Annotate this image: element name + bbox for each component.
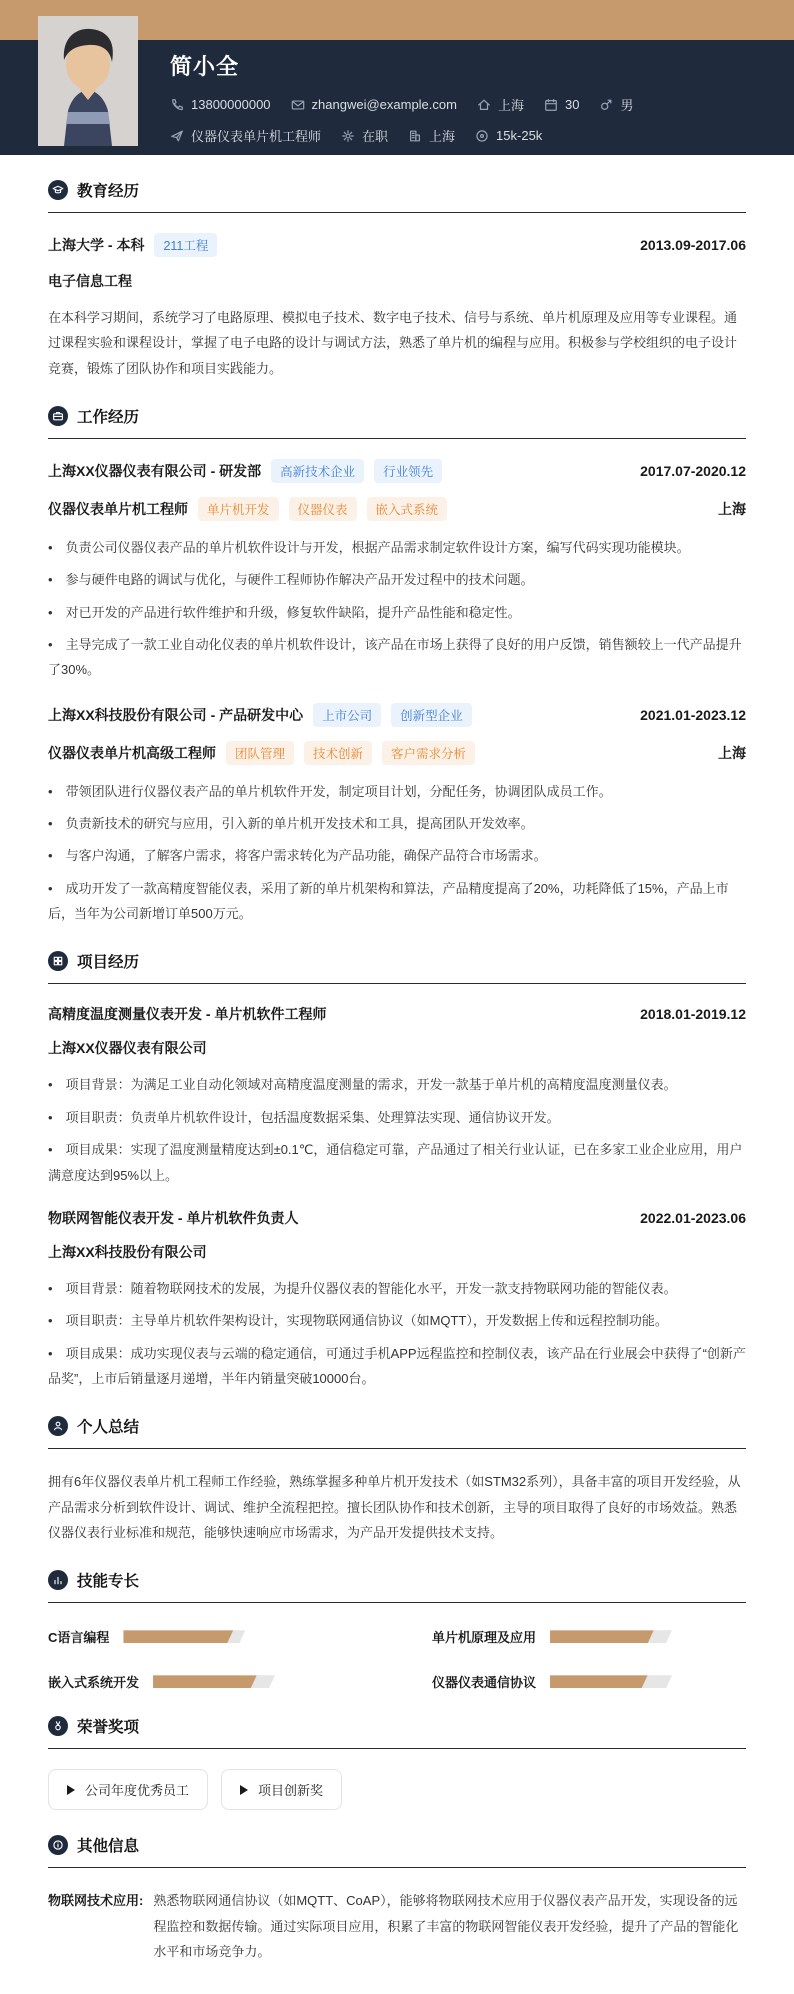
project2-company: 上海XX科技股份有限公司 <box>48 1243 207 1260</box>
project-entry-2 <box>48 1208 746 1391</box>
project1-company: 上海XX仪器仪表有限公司 <box>48 1040 207 1057</box>
skill-bar <box>153 1675 275 1688</box>
work-entry-1 <box>48 459 746 683</box>
section-honors-title: 荣誉奖项 <box>77 1719 140 1737</box>
contact-salary-text: 15k-25k <box>496 128 543 143</box>
project2-bullet: • 项目职责：主导单片机软件架构设计，实现物联网通信协议（如MQTT），开发数据上传和远程控制功能。 <box>48 1308 746 1333</box>
medal-icon <box>48 1716 68 1736</box>
contact-age <box>544 97 579 112</box>
work2-role-row <box>48 741 746 765</box>
honor-badge-employee-of-year[interactable] <box>48 1769 208 1810</box>
contact-phone <box>170 97 271 112</box>
section-work-title: 工作经历 <box>77 409 140 427</box>
other-info-text: 熟悉物联网通信协议（如MQTT、CoAP），能够将物联网技术应用于仪器仪表产品开发，实现设备的远程监控和数据传输。通过实际项目应用，积累了丰富的物联网智能仪表开发经验，提升了产品的智能化水平和市场竞争力。 <box>153 1893 739 1959</box>
section-work-header <box>48 405 746 439</box>
work2-bullet: • 成功开发了一款高精度智能仪表，采用了新的单片机架构和算法，产品精度提高了20%，功耗降低了15%，产品上市后，当年为公司新增订单500万元。 <box>48 876 746 927</box>
projects-grid-icon <box>48 951 68 971</box>
avatar-illustration <box>38 16 138 146</box>
work2-role-tag: 技术创新 <box>304 741 372 765</box>
work2-location: 上海 <box>718 744 746 761</box>
contact-job-status <box>341 126 388 145</box>
contact-salary <box>475 128 542 143</box>
project2-title-row <box>48 1208 746 1228</box>
building-icon <box>408 129 422 143</box>
work1-company-row <box>48 459 746 483</box>
contact-home-city <box>477 95 524 114</box>
work2-bullet: • 与客户沟通，了解客户需求，将客户需求转化为产品功能，确保产品符合市场需求。 <box>48 843 746 868</box>
info-icon <box>48 1835 68 1855</box>
briefcase-icon <box>48 406 68 426</box>
work1-role-row <box>48 497 746 521</box>
resume-body <box>0 179 794 1994</box>
project1-date: 2018.01-2019.12 <box>640 1006 746 1023</box>
section-other-header <box>48 1834 746 1868</box>
project2-bullet: • 项目背景：随着物联网技术的发展，为提升仪器仪表的智能化水平，开发一款支持物联网功能的智能仪表。 <box>48 1276 746 1301</box>
work2-date: 2021.01-2023.12 <box>640 706 746 723</box>
job-icon <box>170 129 184 143</box>
section-summary <box>48 1415 746 1545</box>
section-other <box>48 1834 746 1964</box>
project1-bullet: • 项目成果：实现了温度测量精度达到±0.1℃，通信稳定可靠，产品通过了相关行业认证，已在多家工业企业应用，用户满意度达到95%以上。 <box>48 1137 746 1188</box>
education-major: 电子信息工程 <box>48 273 132 289</box>
work-entry-2 <box>48 703 746 927</box>
other-info-row <box>48 1888 746 1964</box>
contact-job-title <box>170 126 321 145</box>
education-badge-211: 211工程 <box>154 233 217 257</box>
section-honors <box>48 1715 746 1810</box>
section-skills <box>48 1569 746 1691</box>
education-date: 2013.09-2017.06 <box>640 237 746 253</box>
contact-home-city-text: 上海 <box>497 98 524 113</box>
contact-phone-text: 13800000000 <box>191 97 271 112</box>
section-work <box>48 405 746 926</box>
work2-bullet: • 带领团队进行仪器仪表产品的单片机软件开发，制定项目计划，分配任务，协调团队成员工作。 <box>48 779 746 804</box>
contact-job-status-text: 在职 <box>362 129 389 144</box>
project2-company-row <box>48 1242 746 1262</box>
skill-name: C语言编程 <box>48 1630 110 1646</box>
contact-job-title-text: 仪器仪表单片机工程师 <box>191 129 322 144</box>
section-summary-header <box>48 1415 746 1449</box>
work1-company-badge: 高新技术企业 <box>271 459 364 483</box>
skill-bar <box>550 1630 672 1643</box>
project1-bullet: • 项目职责：负责单片机软件设计，包括温度数据采集、处理算法实现、通信协议开发。 <box>48 1105 746 1130</box>
work1-company-badge: 行业领先 <box>374 459 442 483</box>
avatar <box>38 16 138 146</box>
skill-item <box>48 1672 362 1691</box>
candidate-name: 简小全 <box>170 54 240 79</box>
contact-row-1 <box>170 95 794 114</box>
skill-item <box>432 1627 746 1646</box>
project-entry-1 <box>48 1004 746 1187</box>
home-icon <box>477 98 491 112</box>
contact-age-text: 30 <box>564 97 580 112</box>
salary-icon <box>475 129 489 143</box>
work1-bullet: • 主导完成了一款工业自动化仪表的单片机软件设计，该产品在市场上获得了良好的用户反馈，销售额较上一代产品提升了30%。 <box>48 632 746 683</box>
work1-role-tag: 嵌入式系统 <box>367 497 448 521</box>
section-skills-title: 技能专长 <box>77 1573 140 1591</box>
honor-label: 项目创新奖 <box>258 1783 324 1799</box>
work1-bullet: • 负责公司仪器仪表产品的单片机软件设计与开发，根据产品需求制定软件设计方案，编写代码实现功能模块。 <box>48 535 746 560</box>
education-school: 上海大学 - 本科 <box>48 237 145 253</box>
work1-location: 上海 <box>718 501 746 518</box>
work2-role-tag: 团队管理 <box>226 741 294 765</box>
other-info-label: 物联网技术应用: <box>48 1893 144 1909</box>
section-honors-header <box>48 1715 746 1749</box>
contact-email-text: zhangwei@example.com <box>311 97 457 112</box>
work1-role-tag: 单片机开发 <box>198 497 279 521</box>
skill-bar <box>123 1630 245 1643</box>
work2-bullet: • 负责新技术的研究与应用，引入新的单片机开发技术和工具，提高团队开发效率。 <box>48 811 746 836</box>
bar-chart-icon <box>48 1570 68 1590</box>
work2-company: 上海XX科技股份有限公司 - 产品研发中心 <box>48 706 304 723</box>
play-icon <box>240 1785 248 1795</box>
age-icon <box>544 98 558 112</box>
contact-email <box>291 97 457 112</box>
contact-work-city-text: 上海 <box>429 129 456 144</box>
play-icon <box>67 1785 75 1795</box>
work1-role: 仪器仪表单片机工程师 <box>48 501 188 518</box>
contact-work-city <box>408 126 455 145</box>
skill-name: 单片机原理及应用 <box>432 1630 537 1646</box>
section-projects-header <box>48 950 746 984</box>
gender-icon <box>599 98 613 112</box>
skill-name: 仪器仪表通信协议 <box>432 1675 537 1691</box>
work1-bullet: • 对已开发的产品进行软件维护和升级，修复软件缺陷，提升产品性能和稳定性。 <box>48 600 746 625</box>
work2-role-tag: 客户需求分析 <box>382 741 475 765</box>
project2-bullet: • 项目成果：成功实现仪表与云端的稳定通信，可通过手机APP远程监控和控制仪表，该产品在行业展会中获得了“创新产品奖”，上市后销量逐月递增，半年内销量突破10000台。 <box>48 1341 746 1392</box>
honor-list <box>48 1769 746 1810</box>
work2-company-row <box>48 703 746 727</box>
contact-gender-text: 男 <box>620 98 634 113</box>
work1-role-tag: 仪器仪表 <box>289 497 357 521</box>
work1-date: 2017.07-2020.12 <box>640 463 746 480</box>
section-other-title: 其他信息 <box>77 1838 140 1856</box>
work2-role: 仪器仪表单片机高级工程师 <box>48 744 216 761</box>
section-education <box>48 179 746 381</box>
honor-badge-innovation-award[interactable] <box>221 1769 342 1810</box>
work1-bullet: • 参与硬件电路的调试与优化，与硬件工程师协作解决产品开发过程中的技术问题。 <box>48 567 746 592</box>
summary-text: 拥有6年仪器仪表单片机工程师工作经验，熟练掌握多种单片机开发技术（如STM32系列），具备丰富的项目开发经验，从产品需求分析到软件设计、调试、维护全流程把控。擅长团队协作和技术创新，主导的项目取得了良好的市场效益。熟悉仪器仪表行业标准和规范，能够快速响应市场需求，为产品开发提供技术支持。 <box>48 1474 741 1540</box>
skill-bar <box>550 1675 672 1688</box>
section-projects <box>48 950 746 1391</box>
person-icon <box>48 1416 68 1436</box>
project1-title-row <box>48 1004 746 1024</box>
honor-label: 公司年度优秀员工 <box>85 1783 190 1799</box>
education-icon <box>48 180 68 200</box>
project1-bullet: • 项目背景：为满足工业自动化领域对高精度温度测量的需求，开发一款基于单片机的高精度温度测量仪表。 <box>48 1072 746 1097</box>
resume-header <box>0 40 794 155</box>
status-icon <box>341 129 355 143</box>
education-entry-header <box>48 233 746 257</box>
section-projects-title: 项目经历 <box>77 954 140 972</box>
phone-icon <box>170 98 184 112</box>
work2-company-badge: 创新型企业 <box>391 703 472 727</box>
project2-name: 物联网智能仪表开发 - 单片机软件负责人 <box>48 1209 299 1226</box>
education-major-row <box>48 271 746 291</box>
project1-name: 高精度温度测量仪表开发 - 单片机软件工程师 <box>48 1006 327 1023</box>
project2-date: 2022.01-2023.06 <box>640 1209 746 1226</box>
skill-item <box>432 1672 746 1691</box>
contact-row-2 <box>170 126 794 145</box>
skill-item <box>48 1627 362 1646</box>
contact-gender <box>599 95 633 114</box>
project1-company-row <box>48 1038 746 1058</box>
education-description: 在本科学习期间，系统学习了电路原理、模拟电子技术、数字电子技术、信号与系统、单片机原理及应用等专业课程。通过课程实验和课程设计，掌握了电子电路的设计与调试方法，熟悉了单片机的编程与应用。积极参与学校组织的电子设计竞赛，锻炼了团队协作和项目实践能力。 <box>48 310 738 376</box>
section-education-header <box>48 179 746 213</box>
section-summary-title: 个人总结 <box>77 1419 140 1437</box>
skills-grid <box>48 1627 746 1691</box>
section-skills-header <box>48 1569 746 1603</box>
section-education-title: 教育经历 <box>77 183 140 200</box>
work1-company: 上海XX仪器仪表有限公司 - 研发部 <box>48 463 262 480</box>
education-entry <box>48 233 746 381</box>
work2-company-badge: 上市公司 <box>313 703 381 727</box>
skill-name: 嵌入式系统开发 <box>48 1675 140 1691</box>
mail-icon <box>291 98 305 112</box>
